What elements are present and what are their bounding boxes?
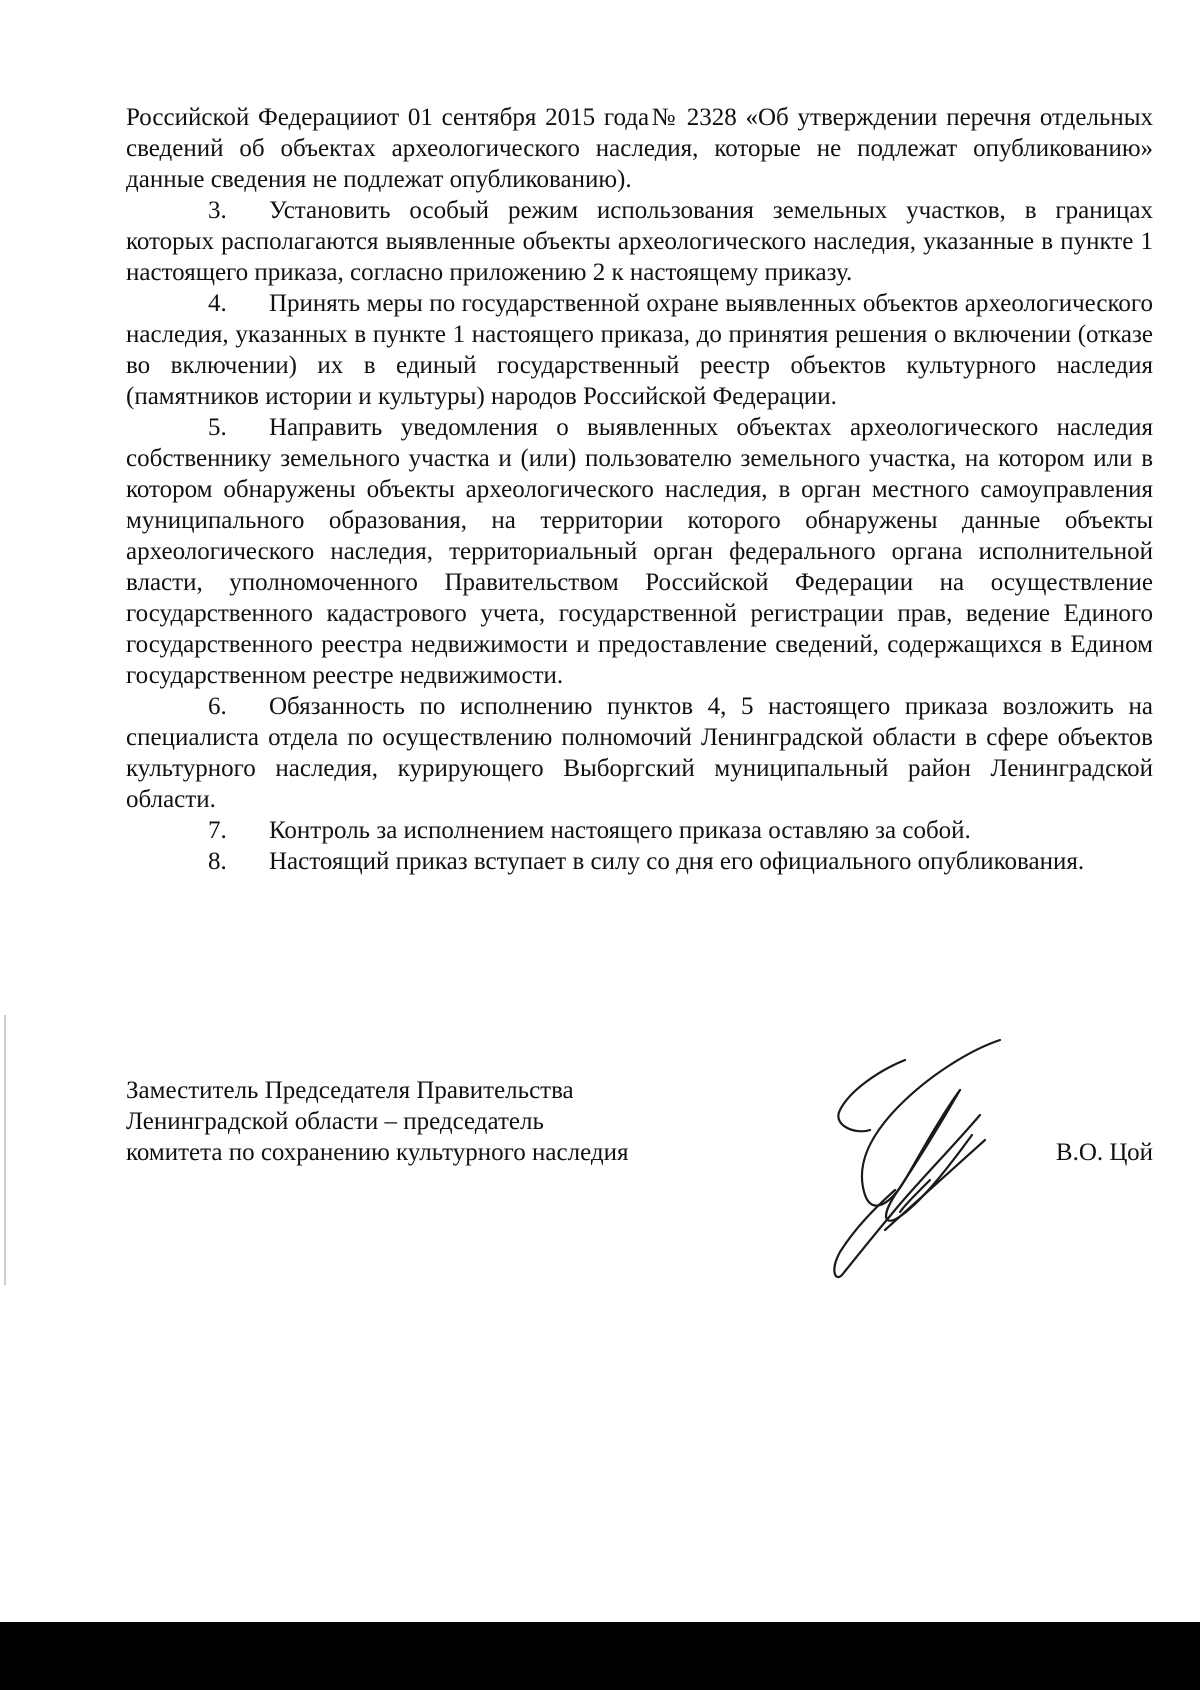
clause-text: Установить особый режим использования земельных участков, в границах которых располагаются выявленные объекты археологического наследия, указанные в пункте 1 настоящего приказа, согласно приложению 2 к настоящему приказу. (126, 197, 1153, 286)
scan-edge-mark (4, 1015, 6, 1285)
clause-text: Направить уведомления о выявленных объектах археологического наследия собственнику земельного участка и (или) пользователю земельного участка, на котором или в котором обнаружены объекты археологического наследия, в орган местного самоуправления муниципального образования, на территории которого обнаружены данные объекты археологического наследия, территориальный орган федерального органа исполнительной власти, уполномоченного Правительством Российской Федерации на осуществление государственного кадастрового учета, государственной регистрации прав, ведение Единого государственного реестра недвижимости и предоставление сведений, содержащихся в Едином государственном реестре недвижимости. (126, 414, 1153, 689)
clause-5 (126, 412, 1153, 691)
signatory-position (126, 1075, 746, 1168)
clause-8 (126, 846, 1153, 877)
clause-text: Принять меры по государственной охране выявленных объектов археологического наследия, указанных в пункте 1 настоящего приказа, до принятия решения о включении (отказе во включении) их в единый государственный реестр объектов культурного наследия (памятников истории и культуры) народов Российской Федерации. (126, 290, 1153, 410)
clause-6 (126, 691, 1153, 815)
clause-number: 3. (208, 197, 227, 224)
position-line: комитета по сохранению культурного наследия (126, 1139, 629, 1166)
position-line: Ленинградской области – председатель (126, 1108, 544, 1135)
handwritten-signature (810, 1030, 1010, 1280)
clause-text: Настоящий приказ вступает в силу со дня его официального опубликования. (269, 848, 1085, 875)
position-line: Заместитель Председателя Правительства (126, 1077, 574, 1104)
document-body (126, 102, 1153, 877)
clause-4 (126, 288, 1153, 412)
clause-number: 5. (208, 414, 227, 441)
clause-3 (126, 195, 1153, 288)
clause-number: 4. (208, 290, 227, 317)
clause-number: 7. (208, 817, 227, 844)
clause-text: Обязанность по исполнению пунктов 4, 5 настоящего приказа возложить на специалиста отдела по осуществлению полномочий Ленинградской области в сфере объектов культурного наследия, курирующего Выборгский муниципальный район Ленинградской области. (126, 693, 1153, 813)
clause-text: Контроль за исполнением настоящего приказа оставляю за собой. (269, 817, 971, 844)
intro-paragraph: Российской Федерацииот 01 сентября 2015 года№ 2328 «Об утверждении перечня отдельных сведений об объектах археологического наследия, которые не подлежат опубликованию» данные сведения не подлежат опубликованию). (126, 104, 1153, 193)
clause-number: 6. (208, 693, 227, 720)
signatory-name: В.О. Цой (1055, 1139, 1153, 1166)
clause-7 (126, 815, 1153, 846)
scan-border-bottom (0, 1622, 1200, 1690)
clause-number: 8. (208, 848, 227, 875)
